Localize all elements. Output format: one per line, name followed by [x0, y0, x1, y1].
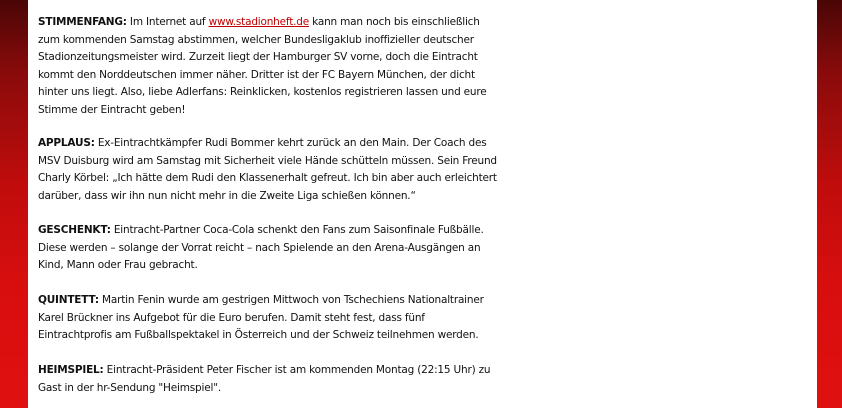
news-heading: QUINTETT: [38, 294, 99, 306]
news-text: Ex-Eintrachtkämpfer Rudi Bommer kehrt zurück an den Main. Der Coach des MSV Duisburg wird am Samstag mit Sicherheit viele Hände schütteln müssen. Sein Freund Charly Körbel: „Ich hätte dem Rudi den Klassenerhalt gefreut. Ich bin aber auch erleichtert darüber, dass wir ihn nun nicht mehr in die Zweite Liga schießen können.“ [38, 137, 497, 202]
left-sidebar-decoration [0, 0, 28, 408]
stadionheft-link[interactable]: www.stadionheft.de [208, 16, 309, 28]
news-heading: APPLAUS: [38, 137, 95, 149]
news-text: Eintracht-Partner Coca-Cola schenkt den Fans zum Saisonfinale Fußbälle. Diese werden – solange der Vorrat reicht – nach Spielende an den Arena-Ausgängen an Kind, Mann oder Frau gebracht. [38, 224, 484, 271]
news-item-applaus [38, 135, 498, 205]
article-content [28, 0, 817, 408]
news-heading: STIMMENFANG: [38, 16, 127, 28]
news-heading: GESCHENKT: [38, 224, 111, 236]
news-text: Im Internet auf [126, 16, 209, 28]
news-heading: HEIMSPIEL: [38, 364, 104, 376]
news-text: Eintracht-Präsident Peter Fischer ist am kommenden Montag (22:15 Uhr) zu Gast in der hr-Sendung "Heimspiel". [38, 364, 491, 394]
news-item-geschenkt [38, 222, 498, 275]
news-item-heimspiel [38, 362, 498, 397]
right-sidebar-decoration [817, 0, 842, 408]
news-text: kann man noch bis einschließlich zum kommenden Samstag abstimmen, welcher Bundesligaklub inoffizieller deutscher Stadionzeitungsmeister wird. Zurzeit liegt der Hamburger SV vorne, doch die Eintracht kommt den Norddeutschen immer näher. Dritter ist der FC Bayern München, der dicht hinter uns liegt. Also, liebe Adlerfans: Reinklicken, kostenlos registrieren lassen und eure Stimme der Eintracht geben! [38, 16, 487, 116]
news-item-stimmenfang [38, 14, 498, 119]
news-text: Martin Fenin wurde am gestrigen Mittwoch von Tschechiens Nationaltrainer Karel Brückner ins Aufgebot für die Euro berufen. Damit steht fest, dass fünf Eintrachtprofis am Fußballspektakel in Österreich und der Schweiz teilnehmen werden. [38, 294, 484, 341]
news-item-quintett [38, 292, 498, 345]
